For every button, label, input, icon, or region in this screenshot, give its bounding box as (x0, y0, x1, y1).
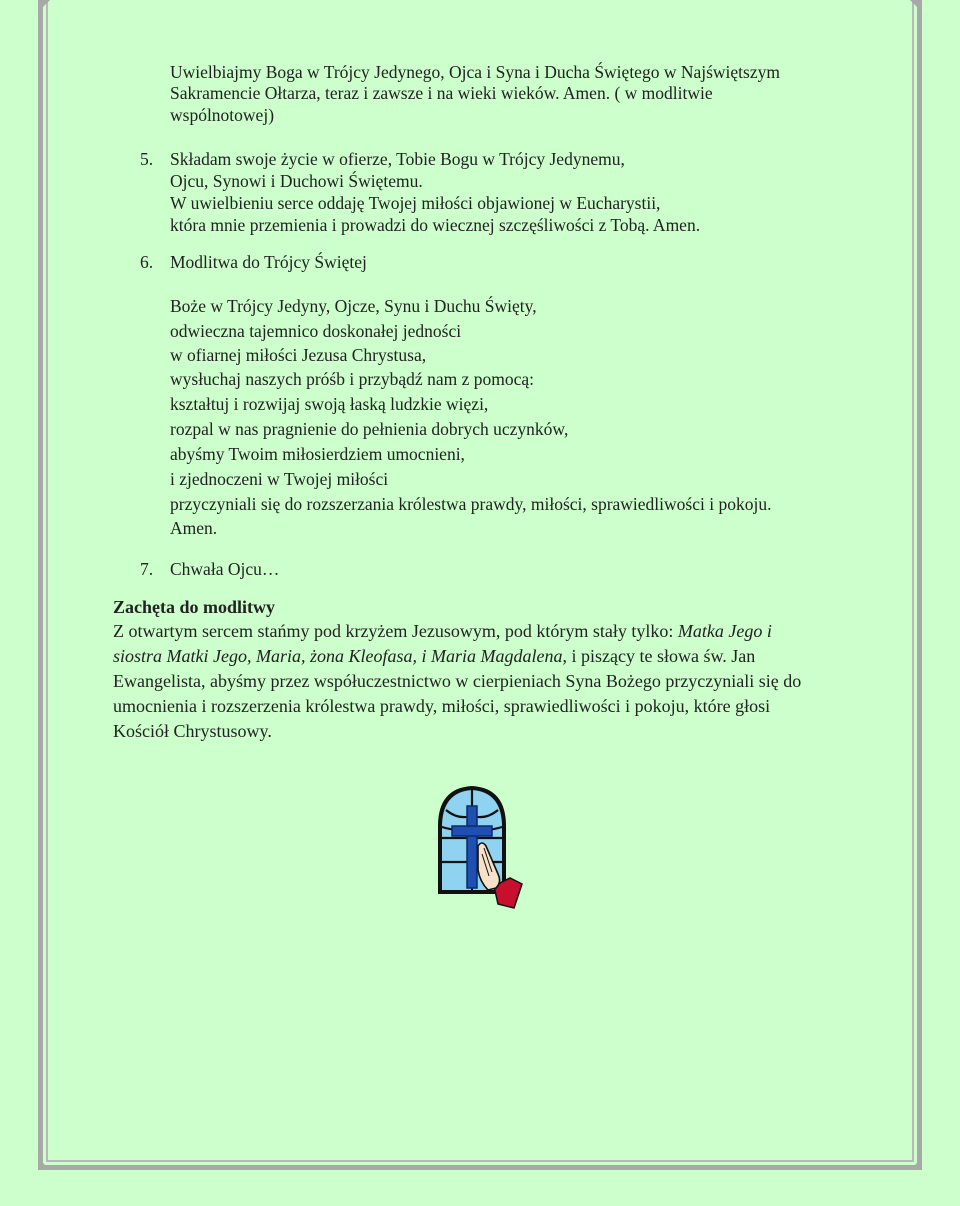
encouragement-heading: Zachęta do modlitwy (113, 597, 275, 617)
prayer-line: Boże w Trójcy Jedyny, Ojcze, Synu i Duchu Święty, (170, 296, 537, 316)
item-5-line: Ojcu, Synowi i Duchowi Świętemu. (170, 171, 423, 191)
prayer-line: w ofiarnej miłości Jezusa Chrystusa, (170, 345, 427, 365)
border-corner-top-left (38, 0, 50, 12)
encouragement-line-3: Ewangelista, abyśmy przez współuczestnictwo w cierpieniach Syna Bożego przyczyniali się do (113, 671, 802, 691)
encouragement-line-1 (113, 620, 772, 642)
encouragement-line-2 (113, 645, 755, 667)
prayer-line: wysłuchaj naszych próśb i przybądź nam z pomocą: (170, 369, 534, 389)
border-corner-bottom-right (910, 1158, 922, 1170)
encouragement-text: Z otwartym sercem stańmy pod krzyżem Jezusowym, pod którym stały tylko: (113, 621, 678, 641)
prayer-line: abyśmy Twoim miłosierdziem umocnieni, (170, 444, 465, 464)
item-7-number: 7. (140, 559, 154, 579)
prayer-line: kształtuj i rozwijaj swoją łaską ludzkie więzi, (170, 394, 489, 414)
encouragement-line-4: umocnienia i rozszerzenia królestwa prawdy, miłości, sprawiedliwości i pokoju, które głosi (113, 696, 771, 716)
item-6-number: 6. (140, 252, 154, 272)
prayer-line: przyczyniali się do rozszerzania królestwa prawdy, miłości, sprawiedliwości i pokoju. (170, 494, 772, 514)
prayer-line: Amen. (170, 518, 218, 538)
top-paragraph-line: Uwielbiajmy Boga w Trójcy Jedynego, Ojca i Syna i Ducha Świętego w Najświętszym (170, 62, 780, 82)
encouragement-line-5: Kościół Chrystusowy. (113, 721, 272, 741)
encouragement-italic-text: Matka Jego i (677, 621, 772, 641)
prayer-line: rozpal w nas pragnienie do pełnienia dobrych uczynków, (170, 419, 569, 439)
border-corner-top-right (910, 0, 922, 12)
border-corner-bottom-left (38, 1158, 50, 1170)
stained-glass-window-cross-praying-hands-icon (432, 782, 528, 912)
top-paragraph-line: wspólnotowej) (170, 105, 275, 125)
item-7-text: Chwała Ojcu… (170, 559, 280, 579)
encouragement-italic-text: siostra Matki Jego, Maria, żona Kleofasa, i Maria Magdalena (113, 646, 563, 666)
prayer-line: i zjednoczeni w Twojej miłości (170, 469, 389, 489)
item-6-title: Modlitwa do Trójcy Świętej (170, 252, 367, 272)
item-5-line: Składam swoje życie w ofierze, Tobie Bogu w Trójcy Jedynemu, (170, 149, 625, 169)
prayer-line: odwieczna tajemnico doskonałej jedności (170, 321, 462, 341)
item-5-line: W uwielbieniu serce oddaję Twojej miłości objawionej w Eucharystii, (170, 193, 661, 213)
top-paragraph-line: Sakramencie Ołtarza, teraz i zawsze i na wieki wieków. Amen. ( w modlitwie (170, 83, 713, 103)
item-5-number: 5. (140, 149, 154, 169)
item-5-line: która mnie przemienia i prowadzi do wiecznej szczęśliwości z Tobą. Amen. (170, 215, 701, 235)
encouragement-text: , i piszący te słowa św. Jan (562, 646, 756, 666)
